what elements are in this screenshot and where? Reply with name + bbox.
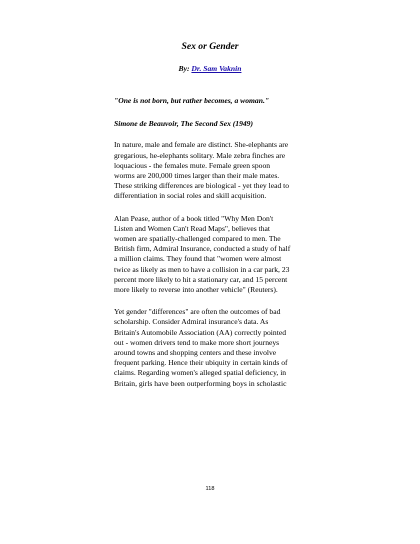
text-line: gregarious, he-elephants solitary. Male zebra finches are <box>114 150 286 160</box>
text-line: loquacious - the females mute. Female green spoon <box>114 160 271 170</box>
text-line: out - women drivers tend to make more short journeys <box>114 337 280 347</box>
document-body <box>114 96 314 401</box>
text-line: Yet gender "differences" are often the outcomes of bad <box>114 307 281 317</box>
text-line: scholarship. Consider Admiral insurance's data. As <box>114 317 269 327</box>
paragraph <box>114 307 314 389</box>
text-line: In nature, male and female are distinct. She-elephants are <box>114 140 289 150</box>
text-line: more likely to reverse into another vehicle" (Reuters). <box>114 285 278 295</box>
author-link[interactable]: Dr. Sam Vaknin <box>191 64 242 73</box>
text-line: differentiation in social roles and skill acquisition. <box>114 191 267 201</box>
byline <box>0 64 420 74</box>
byline-prefix: By: <box>178 64 192 73</box>
text-line: around towns and shopping centers and these involve <box>114 348 277 358</box>
text-line: British firm, Admiral Insurance, conducted a study of half <box>114 244 291 254</box>
text-line: Alan Pease, author of a book titled "Why Men Don't <box>114 213 274 223</box>
text-line: Listen and Women Can't Read Maps", believes that <box>114 223 270 233</box>
text-line: frequent parking. Hence their ubiquity in certain kinds of <box>114 358 288 368</box>
text-line: worms are 200,000 times larger than their male mates. <box>114 171 280 181</box>
text-line: Britain, girls have been outperforming boys in scholastic <box>114 378 287 388</box>
text-line: Britain's Automobile Association (AA) correctly pointed <box>114 327 286 337</box>
text-line: claims. Regarding women's alleged spatial deficiency, in <box>114 368 287 378</box>
paragraph <box>114 140 314 201</box>
paragraph <box>114 214 314 296</box>
text-line: women are spatially-challenged compared to men. The <box>114 234 281 244</box>
text-line: a million claims. They found that "women were almost <box>114 254 282 264</box>
page-number: 118 <box>205 486 215 492</box>
text-line: twice as likely as men to have a collision in a car park, 23 <box>114 264 290 274</box>
epigraph-citation: Simone de Beauvoir, The Second Sex (1949) <box>114 119 254 129</box>
document-title: Sex or Gender <box>181 41 239 52</box>
text-line: percent more likely to hit a stationary car, and 15 percent <box>114 274 288 284</box>
text-line: These striking differences are biological - yet they lead to <box>114 181 290 191</box>
epigraph-quote: "One is not born, but rather becomes, a woman." <box>114 96 270 105</box>
